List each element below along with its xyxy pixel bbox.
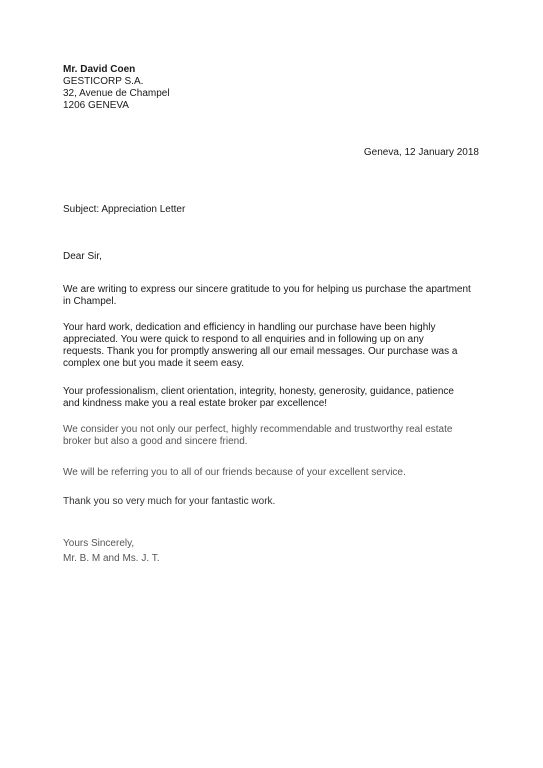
paragraph-line: Thank you so very much for your fantastic work. [63, 496, 276, 507]
paragraph-6 [63, 496, 483, 508]
paragraph-4 [63, 424, 483, 448]
letter-date: Geneva, 12 January 2018 [363, 147, 479, 158]
paragraph-3 [63, 386, 483, 410]
paragraph-line: broker but also a good and sincere friend. [63, 436, 248, 447]
paragraph-line: Your professionalism, client orientation, integrity, honesty, generosity, guidance, patience [63, 386, 454, 397]
paragraph-2 [63, 322, 483, 370]
recipient-street: 32, Avenue de Champel [63, 88, 170, 99]
salutation-text: Dear Sir, [63, 251, 102, 262]
recipient-name: Mr. David Coen [63, 64, 136, 75]
recipient-city: 1206 GENEVA [63, 100, 129, 111]
signature-text: Mr. B. M and Ms. J. T. [63, 553, 160, 564]
subject-text: Subject: Appreciation Letter [63, 204, 186, 215]
paragraph-line: We are writing to express our sincere gratitude to you for helping us purchase the apartment [63, 284, 471, 295]
subject-line [63, 204, 483, 216]
paragraph-line: and kindness make you a real estate broker par excellence! [63, 398, 328, 409]
paragraph-1 [63, 284, 483, 308]
paragraph-5 [63, 467, 483, 479]
paragraph-line: appreciated. You were quick to respond to all enquiries and in following up on any [63, 334, 424, 345]
closing-text: Yours Sincerely, [63, 538, 135, 549]
paragraph-line: complex one but you made it seem easy. [63, 358, 245, 369]
paragraph-line: We consider you not only our perfect, highly recommendable and trustworthy real estate [63, 424, 453, 435]
paragraph-line: in Champel. [63, 296, 117, 307]
recipient-company: GESTICORP S.A. [63, 76, 144, 87]
recipient-address [63, 64, 483, 112]
salutation [63, 251, 483, 263]
closing-block [63, 538, 483, 565]
paragraph-line: Your hard work, dedication and efficiency in handling our purchase have been highly [63, 322, 436, 333]
paragraph-line: requests. Thank you for promptly answering all our email messages. Our purchase was a [63, 346, 458, 357]
paragraph-line: We will be referring you to all of our friends because of your excellent service. [63, 467, 406, 478]
